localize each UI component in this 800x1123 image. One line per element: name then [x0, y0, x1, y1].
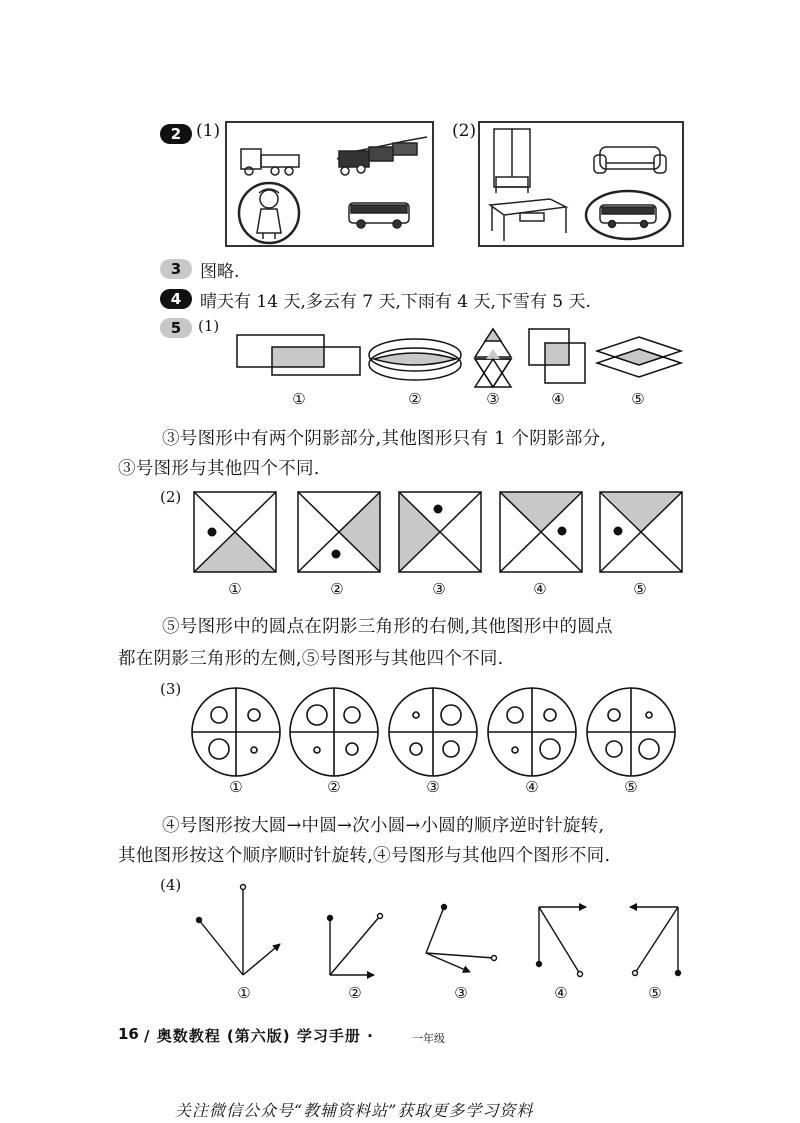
truck-picture: [241, 149, 299, 175]
p3-explanation-line-1: ④号图形按大圆→中圆→次小圆→小圆的顺序逆时针旋转,: [162, 816, 605, 836]
q2-picture-box-1: [225, 121, 434, 247]
angle-figure-4: [537, 907, 587, 977]
p4-label-3: ③: [454, 984, 468, 1002]
p1-explanation-line-1: ③号图形中有两个阴影部分,其他图形只有 1 个阴影部分,: [162, 429, 607, 449]
p1-label-3: ③: [486, 390, 500, 408]
bus-circled-picture: [586, 191, 670, 239]
q5-part3-figures: [190, 684, 690, 780]
square-figure-1: [194, 492, 276, 572]
p3-label-4: ④: [525, 778, 539, 796]
figure-5-diamonds: [597, 337, 681, 377]
p4-label-4: ④: [554, 984, 568, 1002]
q5-part2-label: (2): [160, 488, 182, 506]
p3-label-1: ①: [229, 778, 243, 796]
circle-figure-2: [290, 688, 378, 776]
book-title: / 奥数教程 (第六版) 学习手册 ·: [144, 1027, 374, 1045]
figure-1-rectangles: [237, 335, 360, 375]
q5-part3-label: (3): [160, 680, 182, 698]
table-picture: [490, 199, 566, 241]
p1-label-1: ①: [292, 390, 306, 408]
q5-part1-figures: [225, 325, 695, 391]
p4-label-2: ②: [348, 984, 362, 1002]
q2-pictures-2: [480, 123, 682, 245]
figure-3-triangles: [475, 329, 511, 387]
q5-part1-label: (1): [198, 317, 220, 335]
circle-figure-1: [192, 688, 280, 776]
q2-picture-box-2: [478, 121, 684, 247]
q5-part2-figures: [190, 490, 690, 574]
p4-label-5: ⑤: [648, 984, 662, 1002]
q2-part2-label: (2): [452, 121, 477, 141]
wardrobe-picture: [494, 129, 530, 193]
sofa-picture: [594, 147, 666, 173]
p2-label-2: ②: [330, 580, 344, 598]
angle-figure-1: [197, 885, 281, 976]
circle-figure-3: [389, 688, 477, 776]
figure-4-squares: [529, 329, 585, 383]
square-figure-4: [500, 492, 582, 572]
circle-figure-5: [587, 688, 675, 776]
p1-label-4: ④: [551, 390, 565, 408]
circle-figure-4: [488, 688, 576, 776]
q2-part1-label: (1): [196, 121, 221, 141]
girl-picture: [239, 183, 299, 243]
p3-label-3: ③: [426, 778, 440, 796]
p2-explanation-line-2: 都在阴影三角形的左侧,⑤号图形与其他四个不同.: [118, 649, 504, 669]
question-4-badge: 4: [160, 289, 192, 309]
p2-label-4: ④: [533, 580, 547, 598]
p3-label-5: ⑤: [624, 778, 638, 796]
question-5-badge: 5: [160, 318, 192, 338]
angle-figure-5: [630, 907, 681, 976]
p2-explanation-line-1: ⑤号图形中的圆点在阴影三角形的右侧,其他图形中的圆点: [162, 617, 613, 637]
p1-label-5: ⑤: [631, 390, 645, 408]
square-figure-2: [298, 492, 380, 572]
p2-label-5: ⑤: [633, 580, 647, 598]
q2-pictures-1: [227, 123, 432, 245]
q4-answer: 晴天有 14 天,多云有 7 天,下雨有 4 天,下雪有 5 天.: [200, 292, 591, 312]
figure-2-ellipses: [369, 339, 461, 380]
p2-label-1: ①: [228, 580, 242, 598]
square-figure-5: [600, 492, 682, 572]
bus-picture: [349, 203, 409, 228]
p3-label-2: ②: [327, 778, 341, 796]
p3-explanation-line-2: 其他图形按这个顺序顺时针旋转,④号图形与其他四个图形不同.: [118, 846, 611, 866]
question-3-badge: 3: [160, 259, 192, 279]
watermark-text: 关注微信公众号“教辅资料站”获取更多学习资料: [175, 1101, 534, 1120]
square-figure-3: [399, 492, 481, 572]
page-number: 16: [118, 1025, 139, 1043]
p1-explanation-line-2: ③号图形与其他四个不同.: [118, 459, 320, 479]
question-2-badge: 2: [160, 124, 192, 144]
p1-label-2: ②: [408, 390, 422, 408]
p4-label-1: ①: [237, 984, 251, 1002]
q5-part4-label: (4): [160, 876, 182, 894]
p2-label-3: ③: [432, 580, 446, 598]
q3-answer: 图略.: [200, 262, 240, 282]
q5-part4-figures: [190, 880, 700, 984]
angle-figure-2: [328, 914, 383, 976]
grade-label: 一年级: [412, 1032, 445, 1045]
train-picture: [337, 137, 427, 175]
angle-figure-3: [426, 905, 497, 973]
